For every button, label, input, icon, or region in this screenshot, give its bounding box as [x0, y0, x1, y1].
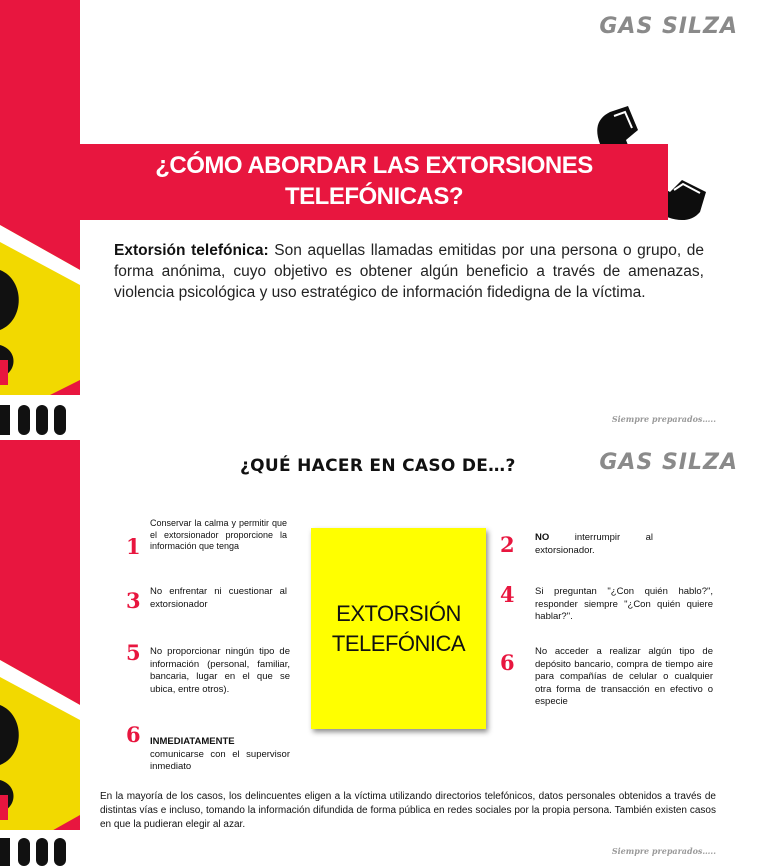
step-number-2: 2 [500, 532, 515, 557]
footer-paragraph: En la mayoría de los casos, los delincuentes eligen a la víctima utilizando directorios telefónicos, datos personales obtenidos a través de distintas vías e incluso, tomando la información difundida de forma pública en redes sociales por la propia persona. También existen casos en que la pudieran elegir al azar. [100, 791, 716, 830]
step-text-6b-rest: comunicarse con el supervisor inmediato [150, 748, 290, 772]
center-box-line2: TELEFÓNICA [331, 630, 466, 656]
center-box-line1: EXTORSIÓN [336, 600, 461, 626]
step-text-3: No enfrentar ni cuestionar al extorsionador [150, 586, 287, 610]
step-text-2-rest: interrumpir al extorsionador. [535, 532, 653, 556]
step-text-6b [150, 736, 290, 774]
page-title-line1: ¿CÓMO ABORDAR LAS EXTORSIONES [155, 152, 593, 179]
step-text-2 [535, 532, 653, 557]
step-number-1: 1 [126, 534, 141, 559]
slogan-bottom: Siempre preparados….. [611, 846, 716, 856]
step-text-6a: No acceder a realizar algún tipo de depósito bancario, compra de tiempo aire para compañías de celular o cualquier otra forma de transacción en efectivo o especie [535, 646, 713, 707]
step-number-4: 4 [500, 582, 515, 607]
step-number-6a: 6 [500, 650, 515, 675]
step-text-4: Si preguntan "¿Con quién hablo?", responder siempre "¿Con quién quiere hablar?". [535, 586, 713, 622]
step-number-6b: 6 [126, 722, 141, 747]
step-text-1: Conservar la calma y permitir que el extorsionador proporcione la información que tenga [150, 518, 287, 551]
warning-sign-graphic [0, 0, 80, 866]
company-logo: GAS SILZA [599, 14, 738, 39]
company-logo-secondary: GAS SILZA [599, 450, 738, 475]
definition-paragraph [114, 240, 704, 303]
definition-text: Son aquellas llamadas emitidas por una persona o grupo, de forma anónima, cuyo objetivo es obtener algún beneficio a través de amenazas, violencia psicológica y uso estratégico de información fidedigna de la víctima. [114, 242, 704, 301]
left-decorative-strip [0, 0, 80, 866]
step-text-2-bold: NO [535, 532, 550, 543]
page-title-banner [80, 144, 668, 220]
section-heading: ¿QUÉ HACER EN CASO DE…? [240, 456, 516, 476]
center-highlight-box [311, 528, 486, 729]
slogan: Siempre preparados….. [611, 414, 716, 424]
step-number-3: 3 [126, 588, 141, 613]
step-number-5: 5 [126, 640, 141, 665]
page-title-line2: TELEFÓNICAS? [285, 183, 463, 210]
step-text-5: No proporcionar ningún tipo de información (personal, familiar, bancaria, lugar en el que se ubica, entre otros). [150, 646, 290, 695]
definition-term: Extorsión telefónica: [114, 242, 269, 259]
step-text-6b-bold: INMEDIATAMENTE [150, 736, 235, 747]
